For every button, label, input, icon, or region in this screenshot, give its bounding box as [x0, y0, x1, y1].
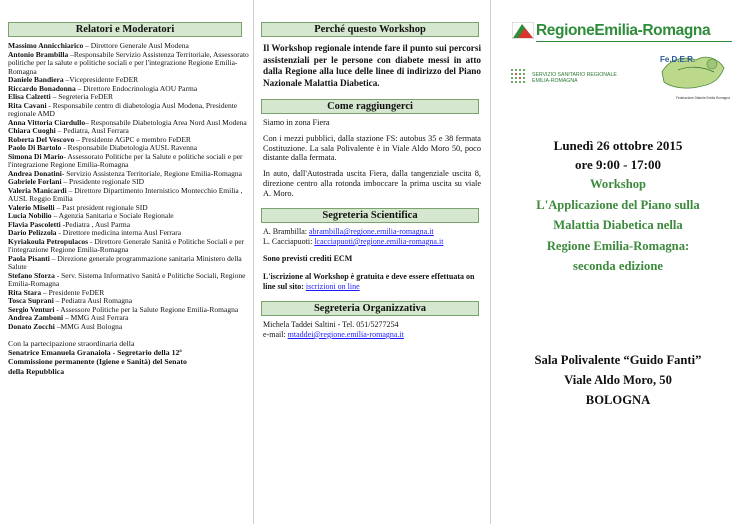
organizer-email-label: e-mail: — [263, 329, 288, 339]
speaker-role: – Direttore Endocrinologia AOU Parma — [75, 83, 198, 93]
speaker-entry — [8, 323, 249, 332]
speaker-role: – Pediatra, Ausl Ferrara — [55, 126, 129, 135]
registration-link[interactable]: iscrizioni on line — [305, 281, 360, 291]
event-title-line-2: L'Applicazione del Piano sulla — [536, 197, 700, 212]
speaker-role: –MMG Ausl Bologna — [54, 321, 123, 331]
speaker-entry — [8, 187, 249, 204]
speaker-name: Valerio Miselli — [8, 202, 55, 212]
organizing-secretariat-header: Segreteria Organizzativa — [261, 301, 479, 316]
speaker-role: - Direttore Generale Sanità e Politiche Sociali e per l'integrazione Regione Emilia-Romagna — [8, 236, 245, 254]
venue-address: Viale Aldo Moro, 50 — [564, 373, 672, 387]
speaker-name: Rita Stara — [8, 287, 42, 297]
speaker-role: - Responsabile Diabetologia AUSL Ravenna — [61, 143, 198, 152]
event-title-line-4: Regione Emilia-Romagna: — [546, 238, 690, 253]
speaker-role: –Vicepresidente FeDER — [63, 75, 139, 84]
speaker-role: -Pediatra , Ausl Parma — [60, 219, 131, 229]
speaker-name: Dario Pelizzola — [8, 228, 57, 237]
event-title-line-5: seconda edizione — [573, 259, 663, 273]
speaker-role: – Presidente FeDER — [41, 287, 105, 297]
speaker-name: Andrea Donatini — [8, 168, 62, 178]
speaker-role: – Direttore Generale Ausl Modena — [83, 41, 189, 50]
speaker-role: - Assessore Politiche per la Salute Regione Emilia-Romagna — [54, 304, 239, 314]
speaker-entry — [8, 272, 249, 289]
speaker-name: Andrea Zamboni — [8, 313, 64, 322]
speaker-name: Valeria Manicardi — [8, 185, 67, 195]
speaker-entry — [8, 255, 249, 272]
speaker-name: Paolo Di Bartolo — [8, 143, 62, 152]
speaker-name: Massimo Annicchiarico — [8, 41, 84, 50]
directions-public-transport: Con i mezzi pubblici, dalla stazione FS: autobus 35 e 38 fermata Costituzione. La sala Polivalente è in Viale Aldo Moro 50, poco distante dalla fermata. — [263, 134, 481, 163]
speaker-name: Stefano Sforza — [8, 270, 55, 280]
speaker-role: - Assessorato Politiche per la Salute e politiche sociali e per l'integrazione Regione Emilia-Romagna — [8, 151, 243, 169]
speaker-name: Gabriele Forlani — [8, 177, 62, 186]
special-guest-line-2: Commissione permanente (Igiene e Sanità) del Senato — [8, 357, 187, 367]
speaker-name: Riccardo Bonadonna — [8, 83, 76, 93]
ssr-logo-text — [532, 72, 617, 84]
speaker-role: - Responsabile centro di diabetologia Ausl Modena, Presidente regionale AMD — [8, 100, 238, 118]
speaker-role: – Agenzia Sanitaria e Sociale Regionale — [51, 211, 174, 220]
speaker-role: – Pediatra Ausl Romagna — [53, 296, 133, 305]
venue — [494, 350, 742, 410]
speaker-entry — [8, 51, 249, 77]
speakers-column — [0, 0, 252, 376]
contact-1-email-link[interactable]: abrambilla@regione.emilia-romagna.it — [309, 227, 434, 237]
speaker-role: - Direttore medicina interna Ausl Ferrara — [56, 228, 182, 237]
contact-1-name: A. Brambilla: — [263, 227, 309, 237]
venue-city: BOLOGNA — [585, 393, 651, 407]
speaker-role: –Responsabile Servizio Assistenza Territoriale, Assessorato politiche per la salute e politiche sociali e per l'integrazione Regione Emilia-Romagna — [8, 49, 249, 76]
scientific-secretariat — [263, 227, 481, 291]
workshop-header: Perché questo Workshop — [261, 22, 479, 37]
feder-title: Fe.D.E.R. — [660, 55, 696, 64]
speaker-name: Daniele Bandiera — [8, 75, 64, 84]
speaker-name: Elisa Calzetti — [8, 92, 51, 101]
speaker-role: – Segreteria FeDER — [50, 92, 113, 101]
speaker-role: - Servizio Assistenza Territoriale, Regione Emilia-Romagna — [61, 168, 242, 178]
feder-logo — [658, 50, 728, 106]
speaker-name: Simona Di Mario — [8, 151, 64, 161]
speaker-role: – Presidente AGPC e membro FeDER — [74, 134, 191, 144]
info-column — [257, 0, 487, 339]
speaker-role: – Direttore Dipartimento Internistico Montecchio Emilia , AUSL Reggio Emilia — [8, 185, 243, 203]
contact-2-name: L. Cacciapuoti: — [263, 236, 315, 246]
speaker-name: Flavia Pascoletti — [8, 219, 61, 229]
registration-text: L'iscrizione al Workshop è gratuita e deve essere effettuata on line sul sito: — [263, 272, 475, 291]
event-title-line-3: Malattia Diabetica nella — [553, 218, 683, 232]
ecm-credits-note: Sono previsti crediti ECM — [263, 254, 353, 264]
venue-name: Sala Polivalente “Guido Fanti” — [534, 353, 702, 367]
directions-car: In auto, dall'Autostrada uscita Fiera, dalla tangenziale uscita 8, direzione centro alla rotonda imboccare la prima uscita su viale A. Moro. — [263, 169, 481, 198]
speaker-name: Paola Pisanti — [8, 253, 50, 263]
event-time: ore 9:00 - 17:00 — [574, 157, 662, 172]
ssr-logo-line-2: EMILIA-ROMAGNA — [532, 78, 578, 84]
special-guest-intro: Con la partecipazione straordinaria della — [8, 339, 135, 348]
fold-line-right — [490, 0, 491, 524]
organizer-phone: Michela Taddei Saltini - Tel. 051/5277254 — [263, 320, 399, 330]
regione-emilia-romagna-logo — [512, 22, 732, 40]
speaker-name: Sergio Venturi — [8, 304, 55, 314]
speaker-role: – Responsabile Diabetologia Area Nord Ausl Modena — [85, 117, 247, 127]
speaker-entry — [8, 153, 249, 170]
speaker-role: – Presidente regionale SID — [61, 177, 145, 186]
scientific-secretariat-header: Segreteria Scientifica — [261, 208, 479, 223]
speaker-name: Antonio Brambilla — [8, 49, 69, 59]
special-guest-line-1: Senatrice Emanuela Granaiola - Segretario della 12ª — [8, 348, 182, 358]
speaker-name: Lucia Nobilio — [8, 211, 52, 220]
organizer-email-link[interactable]: mtaddei@regione.emilia-romagna.it — [287, 329, 404, 339]
speakers-list — [8, 42, 249, 331]
speaker-role: – MMG Ausl Ferrara — [63, 313, 129, 322]
speaker-name: Tosca Suprani — [8, 296, 54, 305]
event-date: Lunedì 26 ottobre 2015 — [553, 138, 683, 153]
speaker-entry — [8, 238, 249, 255]
ssr-logo-line-1: SERVIZIO SANITARIO REGIONALE — [532, 72, 617, 78]
speaker-entry — [8, 102, 249, 119]
ssr-dots-icon — [510, 68, 528, 84]
speaker-name: Donato Zocchi — [8, 321, 55, 331]
speaker-name: Roberta Del Vescovo — [8, 134, 75, 144]
special-guest-line-3: della Repubblica — [8, 366, 65, 376]
speaker-name: Rita Cavani — [8, 100, 47, 110]
regione-logo-text: RegioneEmilia-Romagna — [536, 22, 711, 39]
fold-line-left — [253, 0, 254, 524]
special-guest — [8, 339, 249, 376]
speakers-header: Relatori e Moderatori — [8, 22, 242, 37]
directions-header: Come raggiungerci — [261, 99, 479, 114]
organizing-secretariat — [263, 320, 481, 339]
feder-subtitle: Federazione Diabete Emilia Romagna — [676, 96, 730, 100]
regione-emblem-icon — [512, 22, 534, 39]
logo-underline — [536, 41, 732, 42]
speaker-name: Kyriakoula Petropulacos — [8, 236, 89, 246]
speaker-name: Anna Vittoria Ciardullo — [8, 117, 86, 127]
speaker-name: Chiara Cuoghi — [8, 126, 56, 135]
speaker-role: – Past president regionale SID — [54, 202, 148, 212]
speaker-role: – Direzione generale programmazione sanitaria Ministero della Salute — [8, 253, 242, 271]
event-details — [494, 136, 742, 277]
workshop-description: Il Workshop regionale intende fare il punto sui percorsi assistenziali per le persone con diabete messi in atto dalla Regione alla luce delle linee di indirizzo del Piano Nazionale Malattia Diabetica. — [263, 43, 481, 88]
directions-area: Siamo in zona Fiera — [263, 118, 330, 128]
contact-2-email-link[interactable]: lcacciapuoti@regione.emilia-romagna.it — [314, 236, 444, 246]
event-title-line-1: Workshop — [590, 177, 646, 191]
directions-text — [263, 118, 481, 198]
speaker-role: - Serv. Sistema Informativo Sanità e Politiche Sociali, Regione Emilia-Romagna — [8, 270, 246, 288]
